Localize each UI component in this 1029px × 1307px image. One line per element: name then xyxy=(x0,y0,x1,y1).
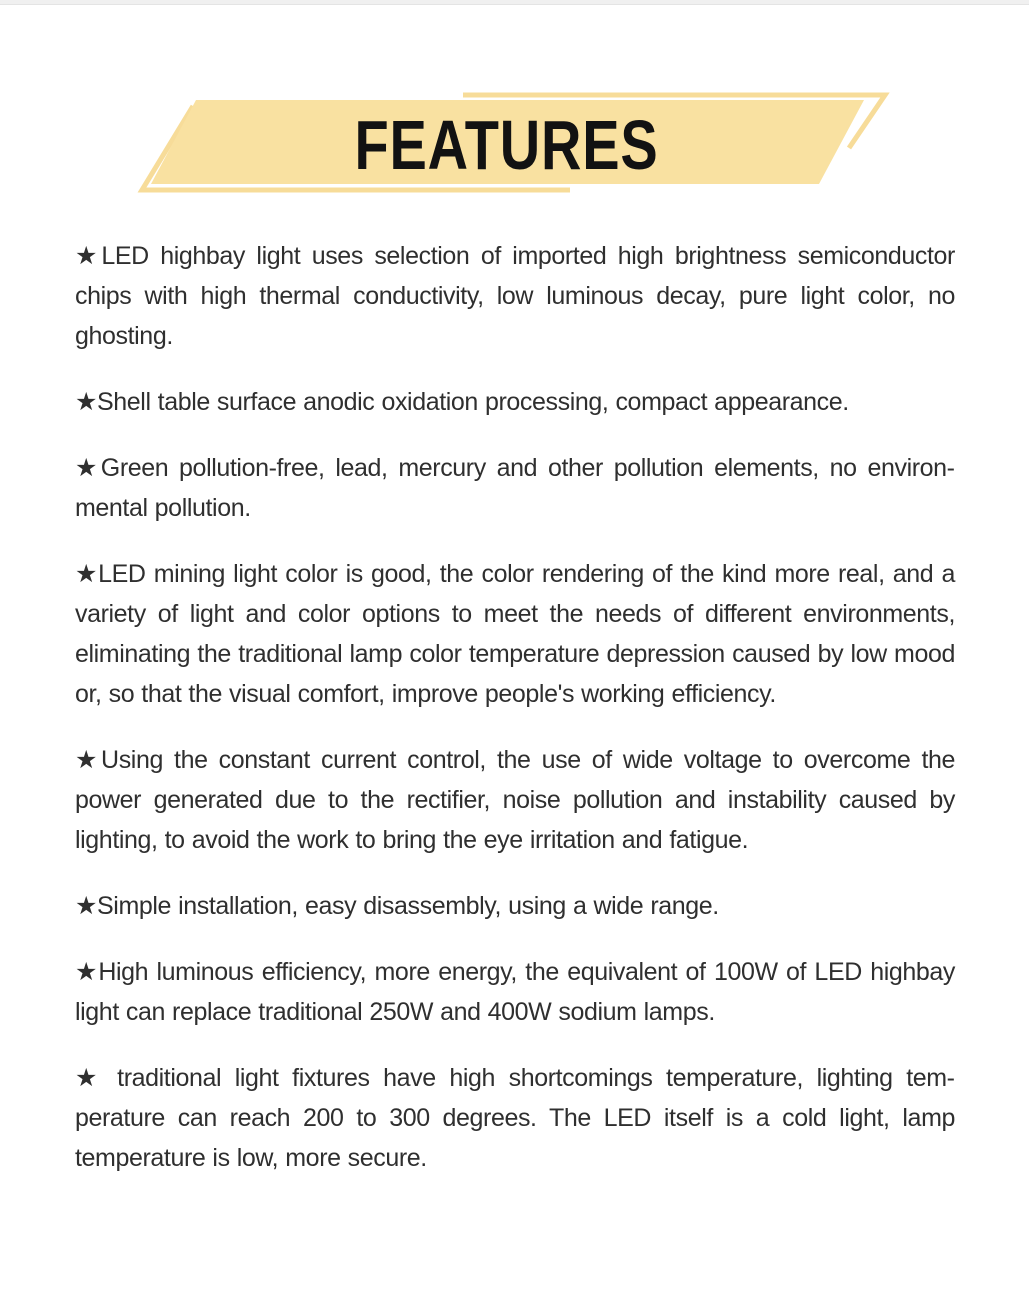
header-banner xyxy=(0,0,1029,230)
feature-list xyxy=(75,236,955,1204)
feature-item: ★LED highbay light uses selection of imported high brightness semiconductor chips with high thermal conductivity, low luminous decay, pure light color, no ghosting. xyxy=(75,242,955,350)
feature-item: ★Shell table surface anodic oxidation processing, compact appearance. xyxy=(75,388,849,416)
feature-item: ★Simple installation, easy disassembly, using a wide range. xyxy=(75,892,719,920)
page-title: FEATURES xyxy=(354,106,659,184)
feature-item: ★ traditional light fixtures have high shortcomings temperature, lighting temperature can reach 200 to 300 degrees. The LED itself is a cold light, lamp temperature is low, more secure. xyxy=(75,1064,955,1172)
feature-item: ★LED mining light color is good, the color rendering of the kind more real, and a variety of light and color options to meet the needs of different environments, eliminating the traditional lamp color temperature depression caused by low mood or, so that the visual comfort, improve people's working efficiency. xyxy=(75,560,955,708)
feature-item: ★High luminous efficiency, more energy, the equivalent of 100W of LED highbay light can replace traditional 250W and 400W sodium lamps. xyxy=(75,958,955,1026)
feature-item: ★Using the constant current control, the use of wide voltage to overcome the power generated due to the rectifier, noise pollution and instability caused by lighting, to avoid the work to bring the eye irritation and fatigue. xyxy=(75,746,955,854)
feature-item: ★Green pollution-free, lead, mercury and other pollution elements, no environmental pollution. xyxy=(75,454,955,522)
